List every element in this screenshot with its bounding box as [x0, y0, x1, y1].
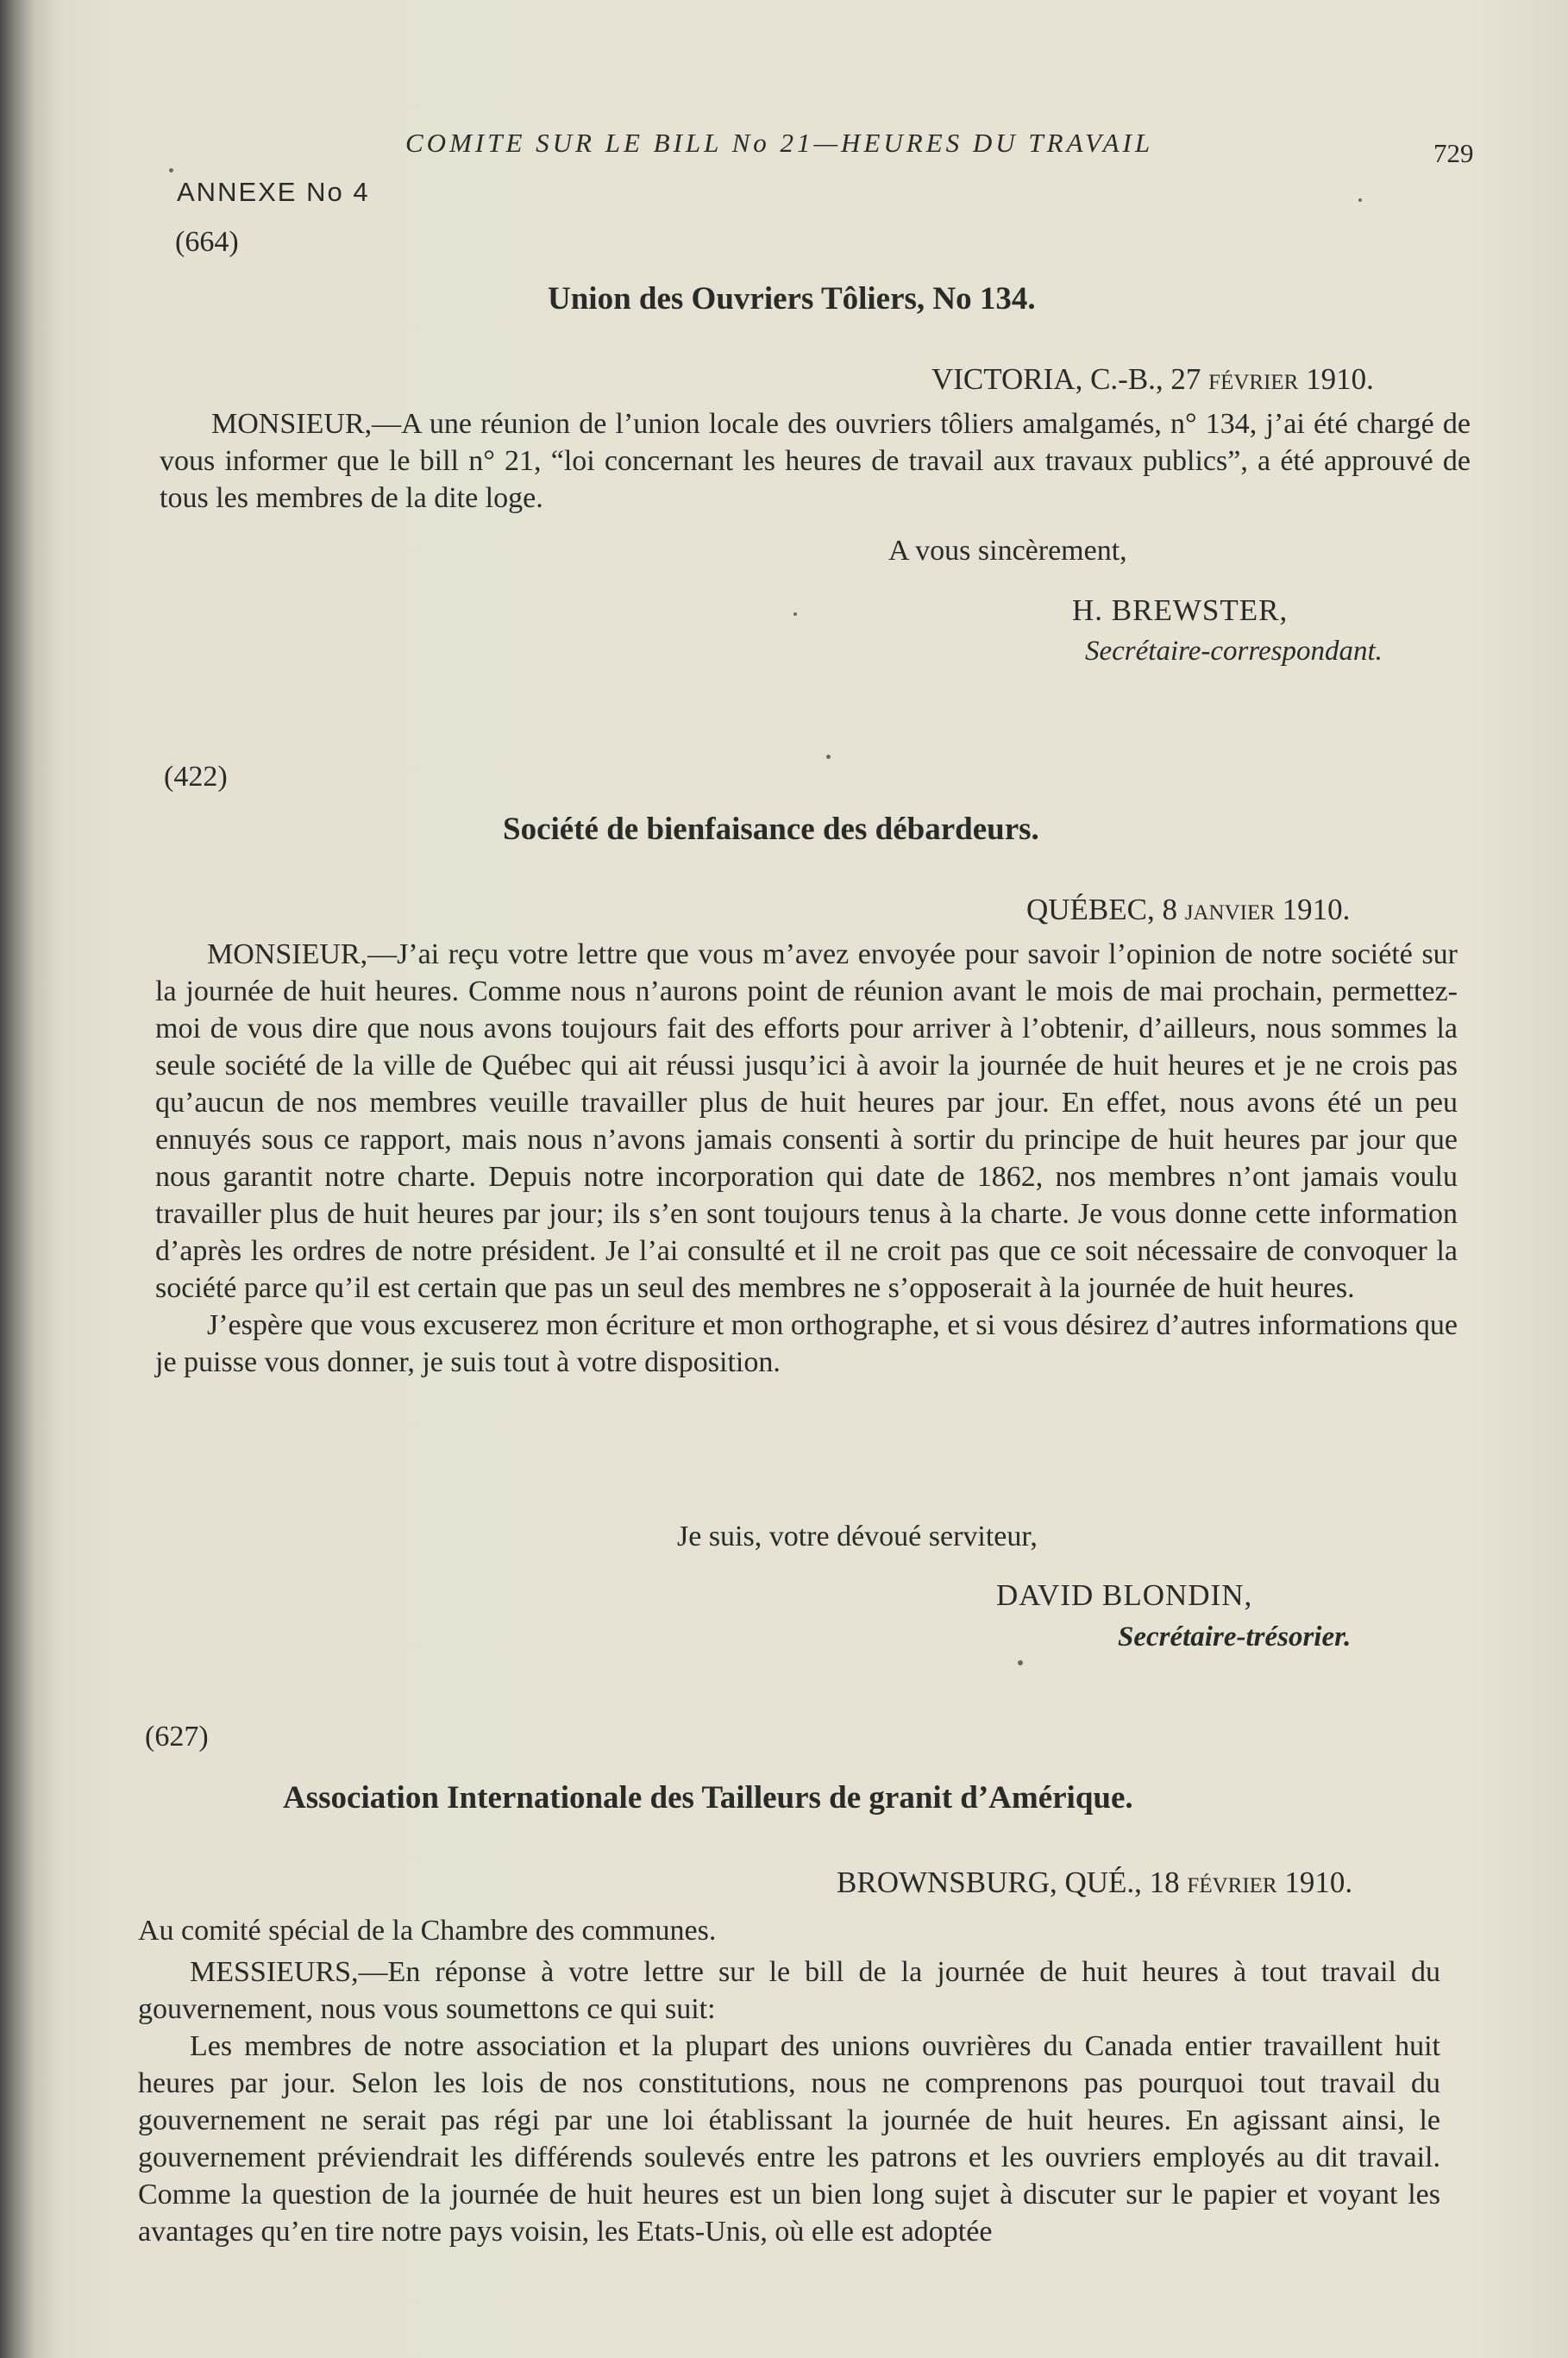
- letter-2-role-text: Secrétaire-trésorier.: [1118, 1621, 1352, 1652]
- letter-3-place-date-text: BROWNSBURG, QUÉ., 18 février 1910.: [837, 1866, 1353, 1899]
- letter-2-closing: Je suis, votre dévoué serviteur,: [677, 1521, 1038, 1552]
- letter-1-paragraph: MONSIEUR,—A une réunion de l’union locale des ouvriers tôliers amalgamés, n° 134, j’ai été chargé de vous informer que le bill n° 21, “loi concernant les heures de travail aux travaux publics”, a été approuvé de tous les membres de la dite loge.: [160, 408, 1471, 514]
- letter-2-place-date-text: QUÉBEC, 8 janvier 1910.: [1026, 893, 1351, 926]
- letter-3-ref: (627): [145, 1721, 209, 1753]
- scan-speck: [826, 755, 831, 759]
- letter-3-body: [138, 1954, 1440, 2250]
- letter-3-title: Association Internationale des Tailleurs de granit d’Amérique.: [283, 1780, 1133, 1816]
- letter-2-paragraph-2: J’espère que vous excuserez mon écriture et mon orthographe, et si vous désirez d’autres informations que je puisse vous donner, je suis tout à votre disposition.: [155, 1309, 1458, 1378]
- letter-1-body: [160, 405, 1471, 517]
- letter-3-paragraph-2: Les membres de notre association et la plupart des unions ouvrières du Canada entier travaillent huit heures par jour. Selon les lois de nos constitutions, nous ne comprenons pas pourquoi tout travail du gouvernement ne serait pas régi par une loi établissant la journée de huit heures. En agissant ainsi, le gouvernement préviendrait les différends soulevés entre les patrons et les ouvriers employés au dit travail. Comme la question de la journée de huit heures est un bien long sujet à discuter sur le papier et voyant les avantages qu’en tire notre pays voisin, les Etats-Unis, où elle est adoptée: [138, 2030, 1440, 2248]
- letter-2-paragraph-1: MONSIEUR,—J’ai reçu votre lettre que vous m’avez envoyée pour savoir l’opinion de notre société sur la journée de huit heures. Comme nous n’aurons point de réunion avant le mois de mai prochain, permettez-moi de vous dire que nous avons toujours fait des efforts pour arriver à l’obtenir, d’ailleurs, nous sommes la seule société de la ville de Québec qui ait réussi jusqu’ici à avoir la journée de huit heures et je ne crois pas qu’aucun de nos membres veuille travailler plus de huit heures par jour. En effet, nous avons été un peu ennuyés sous ce rapport, mais nous n’avons jamais consenti à sortir du principe de huit heures par jour que nous garantit notre charte. Depuis notre incorporation qui date de 1862, nos membres n’ont jamais voulu travailler plus de huit heures par jour; ils s’en sont toujours tenus à la charte. Je vous donne cette information d’après les ordres de notre président. Je l’ai consulté et il ne croit pas que ce soit nécessaire de convoquer la société parce qu’il est certain que pas un seul des membres ne s’opposerait à la journée de huit heures.: [155, 938, 1458, 1304]
- letter-1-title: Union des Ouvriers Tôliers, No 134.: [548, 281, 1036, 317]
- letter-2-ref: (422): [164, 761, 228, 793]
- scan-speck: [1018, 1660, 1023, 1665]
- letter-2-role: [1118, 1621, 1351, 1653]
- scan-speck: [169, 168, 173, 172]
- letter-1-ref: (664): [175, 226, 239, 258]
- page-number: 729: [1433, 138, 1474, 168]
- running-title: COMITE SUR LE BILL No 21—HEURES DU TRAVAIL: [405, 128, 1154, 158]
- letter-2-body: [155, 936, 1458, 1381]
- letter-2-title: Société de bienfaisance des débardeurs.: [503, 812, 1039, 847]
- letter-3-paragraph-1: MESSIEURS,—En réponse à votre lettre sur le bill de la journée de huit heures à tout travail du gouvernement, nous vous soumettons ce qui suit:: [138, 1956, 1440, 2025]
- letter-1-place-date-text: VICTORIA, C.-B., 27 février 1910.: [931, 362, 1374, 396]
- letter-2-place-date: [1026, 893, 1350, 927]
- letter-1-role: Secrétaire-correspondant.: [1085, 636, 1383, 667]
- scan-speck: [793, 612, 797, 616]
- scan-speck: [1358, 198, 1362, 202]
- letter-1-signer: H. BREWSTER,: [1072, 593, 1289, 627]
- annex-label: ANNEXE No 4: [177, 177, 370, 207]
- letter-1-closing: A vous sincèrement,: [888, 535, 1127, 567]
- letter-3-salutation: Au comité spécial de la Chambre des communes.: [138, 1915, 717, 1947]
- letter-1-place-date: [931, 362, 1374, 397]
- letter-2-signer: DAVID BLONDIN,: [996, 1578, 1253, 1612]
- letter-3-place-date: [837, 1866, 1352, 1900]
